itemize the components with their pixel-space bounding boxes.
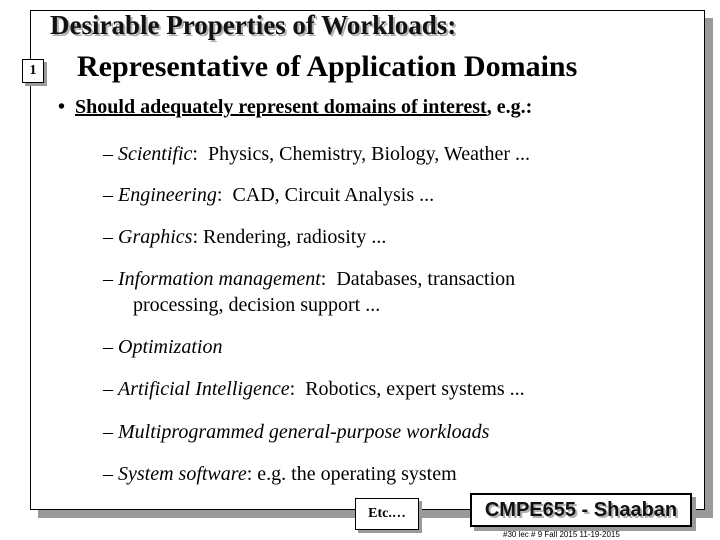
list-item xyxy=(103,334,222,360)
dash: – xyxy=(103,268,113,290)
item-text: Rendering, radiosity ... xyxy=(198,226,387,248)
list-item xyxy=(103,182,434,208)
item-sep: : xyxy=(192,143,198,165)
list-item xyxy=(103,419,489,445)
dash: – xyxy=(103,336,113,358)
course-label: CMPE655 - Shaaban xyxy=(484,499,678,521)
main-bullet xyxy=(58,96,532,119)
item-term: Artificial Intelligence xyxy=(118,378,290,400)
dash: – xyxy=(103,143,113,165)
course-badge xyxy=(470,493,692,527)
slide-title: Desirable Properties of Workloads: xyxy=(50,10,457,40)
item-term: Graphics xyxy=(118,226,193,248)
item-sep: : xyxy=(289,378,296,400)
list-item xyxy=(103,224,386,250)
item-text: Physics, Chemistry, Biology, Weather ... xyxy=(197,143,531,165)
item-sep: : xyxy=(320,268,327,290)
item-term: Information management xyxy=(118,268,321,290)
etc-box: Etc.… xyxy=(355,498,419,530)
slide-footer: #30 lec # 9 Fall 2015 11-19-2015 xyxy=(503,530,620,539)
item-sep: : xyxy=(246,463,253,485)
dash: – xyxy=(103,421,113,443)
list-item xyxy=(103,376,525,402)
item-text: Databases, transaction xyxy=(326,268,516,290)
dash: – xyxy=(103,463,113,485)
item-sep: : xyxy=(192,226,199,248)
item-term: Optimization xyxy=(118,336,223,358)
dash: – xyxy=(103,378,113,400)
item-text: Robotics, expert systems ... xyxy=(295,378,525,400)
dash: – xyxy=(103,184,113,206)
item-term: System software xyxy=(118,463,247,485)
dash: – xyxy=(103,226,113,248)
list-item xyxy=(103,141,530,167)
list-item xyxy=(103,461,457,487)
bullet-marker: • xyxy=(58,96,66,118)
list-item xyxy=(103,266,515,318)
bullet-rest-text: , e.g.: xyxy=(486,96,533,118)
item-text: e.g. the operating system xyxy=(252,463,457,485)
item-term: Scientific xyxy=(118,143,193,165)
item-term: Multiprogrammed general-purpose workloads xyxy=(118,421,490,443)
item-term: Engineering xyxy=(118,184,217,206)
bullet-underlined-text: Should adequately represent domains of interest xyxy=(75,96,487,118)
item-number-badge: 1 xyxy=(22,59,44,83)
item-sep: : xyxy=(216,184,223,206)
slide-subtitle: Representative of Application Domains xyxy=(77,50,578,83)
item-text: CAD, Circuit Analysis ... xyxy=(222,184,435,206)
item-continuation: processing, decision support ... xyxy=(133,294,381,316)
